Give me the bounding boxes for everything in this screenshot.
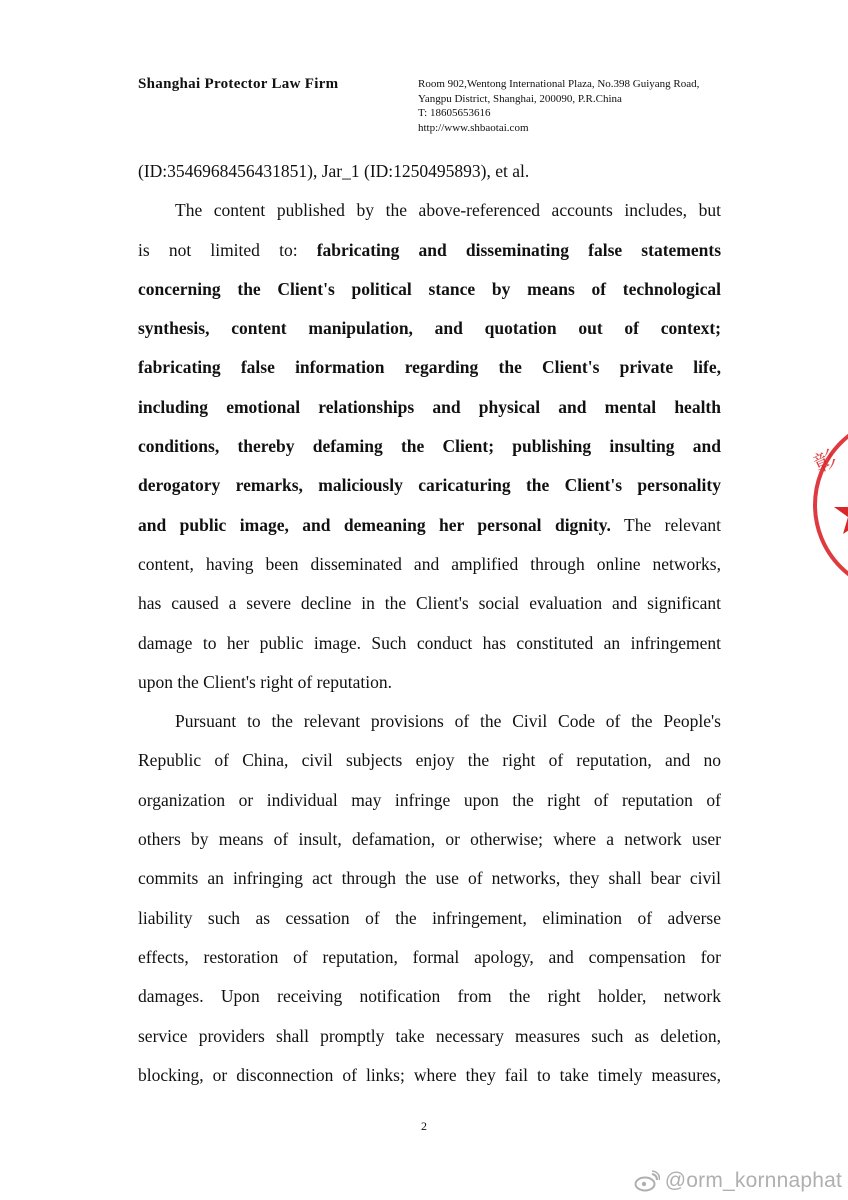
bold-text: fabricating and disseminating false statements: [316, 239, 722, 260]
bold-text: and public image, and demeaning her personal dignity.: [138, 514, 611, 535]
text-line: [138, 270, 721, 309]
text-line: others by means of insult, defamation, or otherwise; where a network user: [138, 829, 721, 850]
text-line: [138, 388, 721, 427]
text-line: commits an infringing act through the use of networks, they shall bear civil: [138, 868, 721, 889]
paragraph-1: [138, 152, 721, 191]
text-line: [138, 231, 721, 270]
text-line: [138, 427, 721, 466]
bold-text: synthesis, content manipulation, and quotation out of context;: [138, 318, 721, 339]
text-line: [138, 466, 721, 505]
bold-text: including emotional relationships and physical and mental health: [138, 396, 721, 417]
bold-text: concerning the Client's political stance by means of technological: [138, 278, 721, 299]
bold-text: fabricating false information regarding the Client's private life,: [138, 357, 721, 378]
text-line: Pursuant to the relevant provisions of the Civil Code of the People's: [175, 711, 721, 732]
paragraph-2: [138, 191, 721, 702]
text-span: is not limited to:: [138, 239, 317, 260]
text-line: service providers shall promptly take necessary measures such as deletion,: [138, 1025, 721, 1046]
text-line: [138, 348, 721, 387]
firm-name: Shanghai Protector Law Firm: [138, 76, 339, 92]
text-line: (ID:3546968456431851), Jar_1 (ID:1250495893), et al.: [138, 161, 530, 181]
bold-text: derogatory remarks, maliciously caricaturing the Client's personality: [138, 475, 721, 496]
phone-line: T: 18605653616: [418, 107, 491, 119]
text-line: content, having been disseminated and amplified through online networks,: [138, 553, 721, 574]
text-line: effects, restoration of reputation, formal apology, and compensation for: [138, 946, 721, 967]
website-line: http://www.shbaotai.com: [418, 121, 529, 134]
address-line: Room 902,Wentong International Plaza, No.398 Guiyang Road,: [418, 78, 700, 90]
text-line: [138, 506, 721, 545]
text-line: [138, 309, 721, 348]
letter-body: [138, 152, 721, 1095]
text-line: The content published by the above-referenced accounts includes, but: [175, 200, 721, 221]
weibo-logo-icon: [634, 1170, 660, 1192]
text-line: has caused a severe decline in the Client's social evaluation and significant: [138, 593, 721, 614]
firm-address: [418, 77, 748, 135]
page-number: 2: [421, 1119, 427, 1133]
text-line: damage to her public image. Such conduct has constituted an infringement: [138, 632, 721, 653]
address-line: Yangpu District, Shanghai, 200090, P.R.China: [418, 92, 622, 105]
text-line: organization or individual may infringe upon the right of reputation of: [138, 789, 721, 810]
seal-stamp: [808, 410, 848, 610]
bold-text: conditions, thereby defaming the Client; publishing insulting and: [138, 436, 721, 457]
text-line: Republic of China, civil subjects enjoy the right of reputation, and no: [138, 750, 721, 771]
text-line: upon the Client's right of reputation.: [138, 671, 392, 692]
text-line: blocking, or disconnection of links; where they fail to take timely measures,: [138, 1064, 721, 1085]
weibo-watermark: [634, 1169, 842, 1193]
svg-text:彰: 彰: [810, 446, 841, 479]
text-span: The relevant: [610, 514, 721, 535]
text-line: liability such as cessation of the infringement, elimination of adverse: [138, 907, 721, 928]
paragraph-3: [138, 702, 721, 1095]
watermark-handle: @orm_kornnaphat: [664, 1169, 842, 1192]
text-line: damages. Upon receiving notification from the right holder, network: [138, 986, 721, 1007]
